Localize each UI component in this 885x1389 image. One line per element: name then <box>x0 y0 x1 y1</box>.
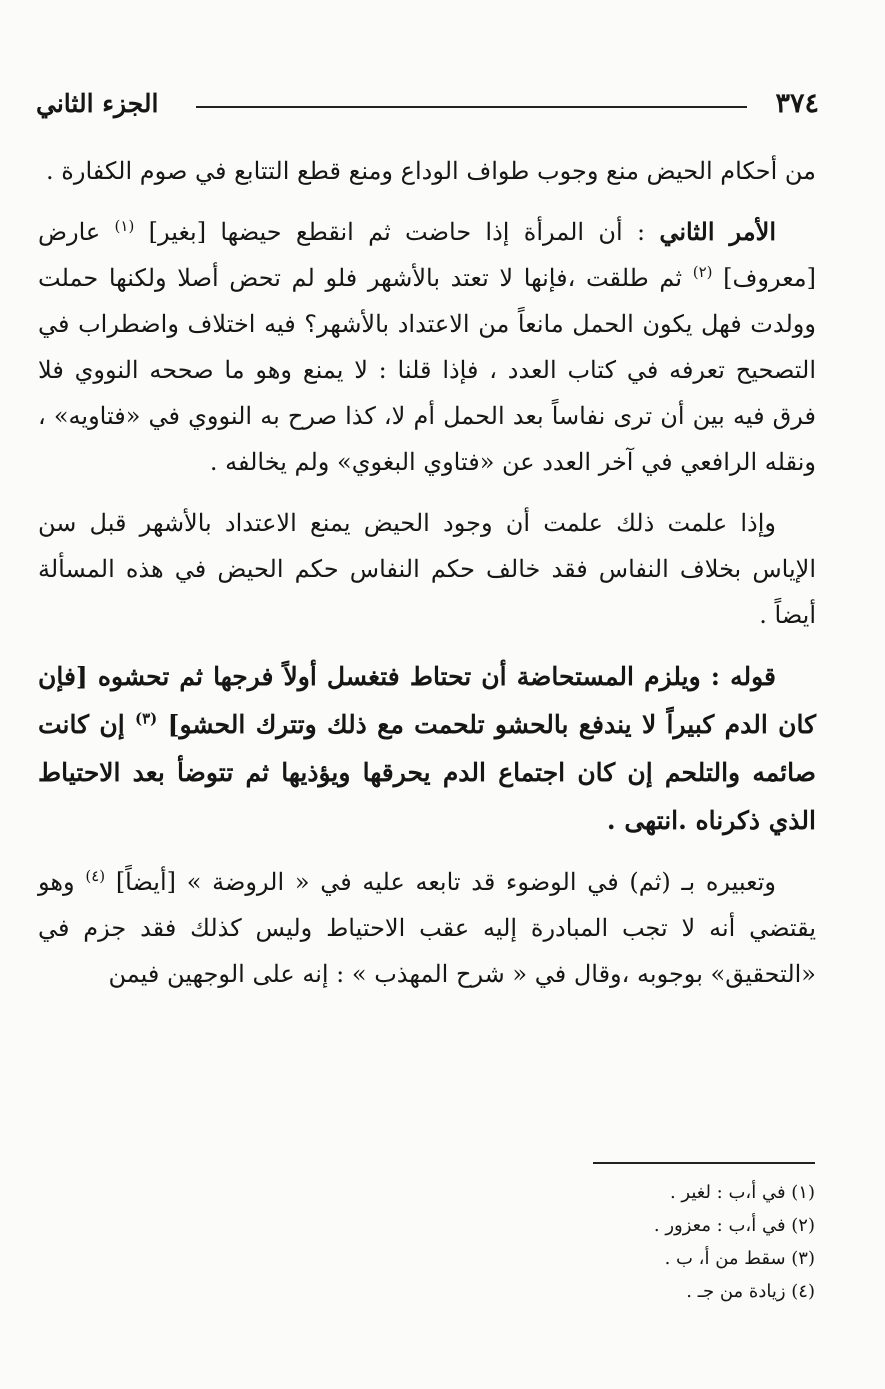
footnote-2: (٢) في أ،ب : معزور . <box>653 1215 815 1236</box>
footnote-1: (١) في أ،ب : لغير . <box>669 1182 815 1203</box>
paragraph-4-text-2: إن كانت صائمه والتلحم إن كان اجتماع الدم يحرقها ويؤذيها ثم تتوضأ بعد الاحتياط الذي ذكرناه .انتهى . <box>38 710 816 835</box>
paragraph-4-text-1: قوله : ويلزم المستحاضة أن تحتاط فتغسل أولاً فرجها ثم تحشوه [فإن كان الدم كبيراً لا يندفع بالحشو تلحمت مع ذلك وتترك الحشو] <box>38 662 816 739</box>
paragraph-2-text-2: عارض [معروف] <box>38 218 817 292</box>
page-header <box>36 86 819 126</box>
footnotes <box>315 1176 815 1308</box>
paragraph-5-text-2: وهو يقتضي أنه لا تجب المبادرة إليه عقب الاحتياط وليس كذلك فقد جزم في «التحقيق» بوجوبه ،وقال في « شرح المهذب » : إنه على الوجهين فيمن <box>38 868 816 988</box>
page-number: ٣٧٤ <box>775 88 819 119</box>
paragraph-1: من أحكام الحيض منع وجوب طواف الوداع ومنع قطع التتابع في صوم الكفارة . <box>46 157 816 185</box>
paragraph-2-text-3: ثم طلقت ،فإنها لا تعتد بالأشهر فلو لم تحض أصلا ولكنها حملت وولدت فهل يكون الحمل مانعاً من الاعتداد بالأشهر؟ فيه اختلاف واضطراب في التصحيح تعرفه في كتاب العدد ، فإذا قلنا : لا يمنع وهو ما صححه النووي فلا فرق فيه بين أن ترى نفاساً بعد الحمل أم لا، كذا صرح به النووي في «فتاويه» ، ونقله الرافعي في آخر العدد عن «فتاوي البغوي» ولم يخالفه . <box>38 264 816 476</box>
paragraph-2-text-1: : أن المرأة إذا حاضت ثم انقطع حيضها [بغير] <box>134 218 660 246</box>
footnote-ref-4: (٤) <box>85 867 106 885</box>
footnote-ref-2: (٢) <box>692 263 713 281</box>
main-text <box>38 148 816 1012</box>
paragraph-5 <box>38 859 816 997</box>
paragraph-4 <box>38 653 816 845</box>
footnote-rule <box>593 1162 815 1164</box>
footnote-ref-1: (١) <box>114 217 135 235</box>
paragraph-3: وإذا علمت ذلك علمت أن وجود الحيض يمنع الاعتداد بالأشهر قبل سن الإياس بخلاف النفاس فقد خالف حكم النفاس حكم الحيض في هذه المسألة أيضاً . <box>38 509 816 629</box>
footnote-4: (٤) زيادة من جـ . <box>686 1281 815 1302</box>
paragraph-2-lead: الأمر الثاني <box>659 217 776 246</box>
footnote-3: (٣) سقط من أ، ب . <box>664 1248 815 1269</box>
paragraph-2 <box>38 209 816 485</box>
footnote-ref-3: (٣) <box>135 709 158 728</box>
paragraph-5-text-1: وتعبيره بـ (ثم) في الوضوء قد تابعه عليه في « الروضة » [أيضاً] <box>105 868 776 896</box>
part-title: الجزء الثاني <box>36 89 159 118</box>
header-rule <box>196 106 747 108</box>
